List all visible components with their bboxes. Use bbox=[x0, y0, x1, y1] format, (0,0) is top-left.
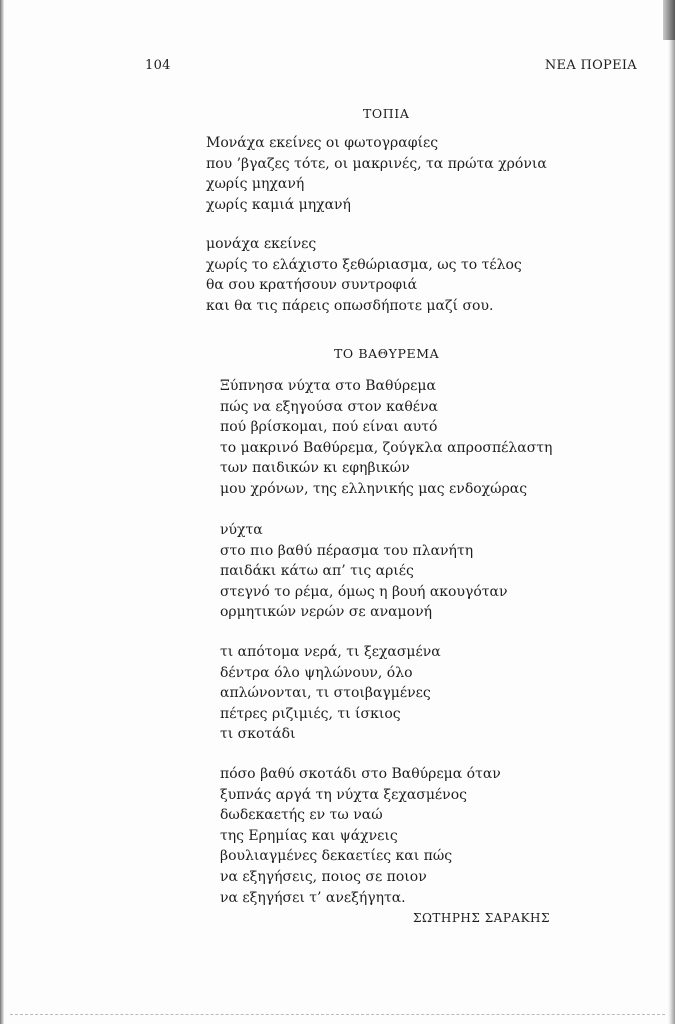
journal-title: ΝΕΑ ΠΟΡΕΙΑ bbox=[544, 58, 637, 73]
poem-line: τι απότομα νερά, τι ξεχασμένα bbox=[220, 644, 441, 660]
page-right-edge bbox=[668, 0, 675, 1024]
poem-line: ξυπνάς αργά τη νύχτα ξεχασμένος bbox=[220, 786, 467, 803]
poem-stanza bbox=[220, 764, 501, 908]
poem-line: μου χρόνων, της ελληνικής μας ενδοχώρας bbox=[220, 480, 528, 497]
poem-line: να εξηγήσεις, ποιος σε ποιον bbox=[220, 868, 427, 885]
poem-line: απλώνονται, τι στοιβαγμένες bbox=[220, 685, 431, 702]
poem-stanza bbox=[206, 133, 547, 215]
poem-line: ορμητικών νερών σε αναμονή bbox=[220, 604, 432, 621]
poem-line: Μονάχα εκείνες οι φωτογραφίες bbox=[206, 135, 439, 151]
poem-stanza bbox=[220, 376, 552, 500]
page-left-edge bbox=[0, 0, 4, 1024]
poem-stanza bbox=[220, 642, 441, 745]
poem-line: μονάχα εκείνες bbox=[206, 236, 317, 252]
poem-title-vathyrema: ΤΟ ΒΑΘΥΡΕΜΑ bbox=[334, 346, 440, 361]
poem-line: παιδάκι κάτω απ’ τις αριές bbox=[220, 563, 414, 580]
poem-line: πέτρες ριζιμιές, τι ίσκιος bbox=[220, 705, 401, 722]
scan-bottom-edge bbox=[10, 1014, 665, 1015]
poem-line: στεγνό το ρέμα, όμως η βουή ακουγόταν bbox=[220, 583, 508, 600]
poem-line: στο πιο βαθύ πέρασμα του πλανήτη bbox=[220, 542, 474, 559]
poem-line: βουλιαγμένες δεκαετίες και πώς bbox=[220, 848, 453, 865]
poem-line: και θα τις πάρεις οπωσδήποτε μαζί σου. bbox=[206, 297, 494, 314]
poem-line: πού βρίσκομαι, πού είναι αυτό bbox=[220, 419, 438, 436]
page-number: 104 bbox=[145, 58, 171, 73]
poem-line: χωρίς μηχανή bbox=[206, 176, 305, 193]
poem-line: το μακρινό Βαθύρεμα, ζούγκλα απροσπέλαστη bbox=[220, 439, 553, 456]
poem-line: τι σκοτάδι bbox=[220, 726, 296, 743]
author-signature: ΣΩΤΗΡΗΣ ΣΑΡΑΚΗΣ bbox=[412, 911, 550, 925]
poem-line: να εξηγήσει τ’ ανεξήγητα. bbox=[220, 889, 406, 906]
poem-line: Ξύπνησα νύχτα στο Βαθύρεμα bbox=[220, 378, 436, 394]
poem-line: της Ερημίας και ψάχνεις bbox=[220, 827, 398, 844]
poem-stanza bbox=[206, 234, 522, 316]
poem-line: πώς να εξηγούσα στον καθένα bbox=[220, 398, 438, 415]
poem-title-topia: ΤΟΠΙΑ bbox=[363, 106, 410, 121]
poem-line: πόσο βαθύ σκοτάδι στο Βαθύρεμα όταν bbox=[220, 766, 501, 782]
poem-line: χωρίς καμιά μηχανή bbox=[206, 196, 351, 213]
page-corner-shadow bbox=[663, 0, 675, 40]
poem-stanza bbox=[220, 520, 507, 623]
poem-line: δωδεκαετής εν τω ναώ bbox=[220, 807, 383, 824]
poem-line: χωρίς το ελάχιστο ξεθώριασμα, ως το τέλος bbox=[206, 256, 522, 273]
poem-line: που ’βγαζες τότε, οι μακρινές, τα πρώτα χρόνια bbox=[206, 155, 547, 172]
poem-line: των παιδικών κι εφηβικών bbox=[220, 460, 410, 477]
poem-line: νύχτα bbox=[220, 522, 263, 538]
poem-line: θα σου κρατήσουν συντροφιά bbox=[206, 277, 418, 294]
poem-line: δέντρα όλο ψηλώνουν, όλο bbox=[220, 664, 413, 681]
